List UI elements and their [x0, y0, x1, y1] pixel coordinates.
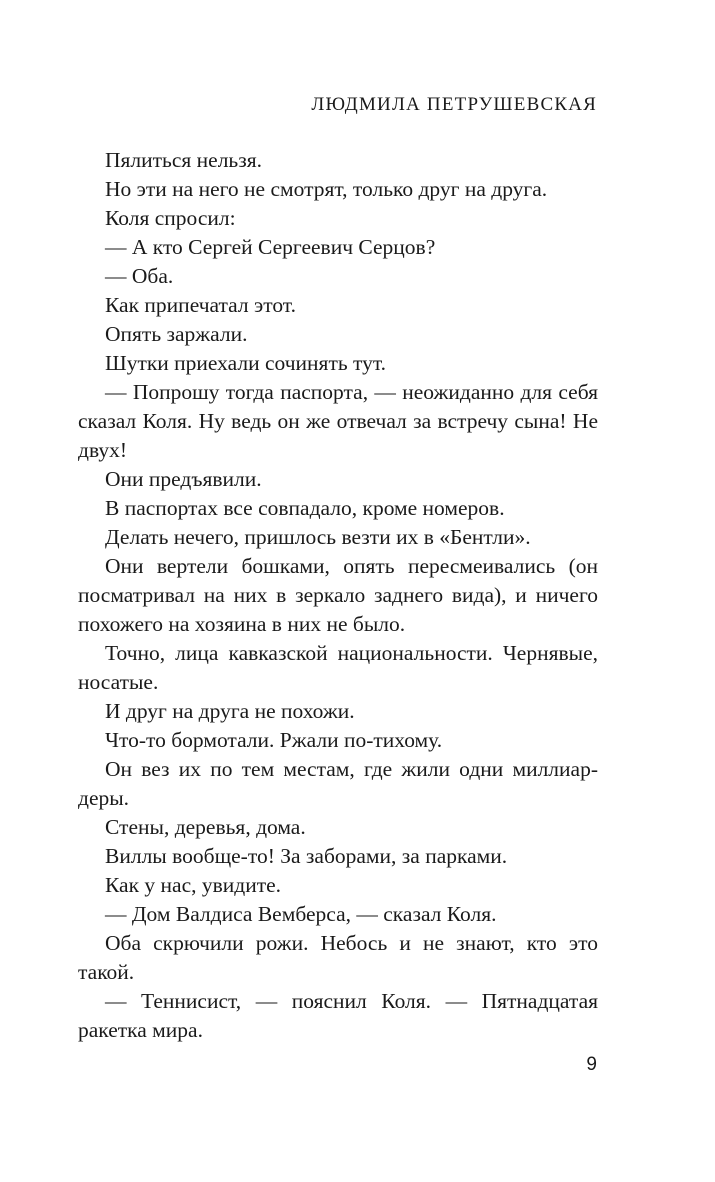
- paragraph: Как у нас, увидите.: [105, 873, 282, 897]
- paragraph: Но эти на него не смотрят, только друг на друга.: [105, 177, 548, 201]
- paragraph: Как припечатал этот.: [105, 293, 296, 317]
- paragraph: — Дом Валдиса Вемберса, — сказал Коля.: [105, 902, 497, 926]
- paragraph: Что-то бормотали. Ржали по-тихому.: [105, 728, 443, 752]
- paragraph: Виллы вообще-то! За заборами, за парками.: [105, 844, 508, 868]
- paragraph: — Попрошу тогда паспорта, — неожиданно для себя сказал Коля. Ну ведь он же отвечал за встречу сына! Не двух!: [78, 380, 598, 462]
- paragraph: — Оба.: [105, 264, 174, 288]
- paragraph: Они вертели бошками, опять пересмеивались (он посматривал на них в зеркало заднего вида), и ничего похожего на хозяина в них не было.: [78, 554, 598, 636]
- paragraph: Опять заржали.: [105, 322, 248, 346]
- paragraph: Пялиться нельзя.: [105, 148, 262, 172]
- paragraph: — Теннисист, — пояснил Коля. — Пятнадцатая ракетка мира.: [78, 989, 598, 1042]
- page-number: 9: [586, 1054, 597, 1075]
- paragraph: Оба скрючили рожи. Небось и не знают, кто это такой.: [78, 931, 598, 984]
- paragraph: Стены, деревья, дома.: [105, 815, 306, 839]
- paragraph: В паспортах все совпадало, кроме номеров.: [105, 496, 505, 520]
- paragraph: Шутки приехали сочинять тут.: [105, 351, 387, 375]
- body-text: [78, 146, 598, 1045]
- paragraph: Делать нечего, пришлось везти их в «Бентли».: [105, 525, 531, 549]
- paragraph: И друг на друга не похожи.: [105, 699, 355, 723]
- paragraph: Точно, лица кавказской национальности. Чернявые, носатые.: [78, 641, 598, 694]
- paragraph: Коля спросил:: [105, 206, 236, 230]
- paragraph: Он вез их по тем местам, где жили одни миллиардеры.: [78, 757, 598, 810]
- paragraph: Они предъявили.: [105, 467, 262, 491]
- paragraph: — А кто Сергей Сергеевич Серцов?: [105, 235, 436, 259]
- running-header: ЛЮДМИЛА ПЕТРУШЕВСКАЯ: [311, 94, 597, 115]
